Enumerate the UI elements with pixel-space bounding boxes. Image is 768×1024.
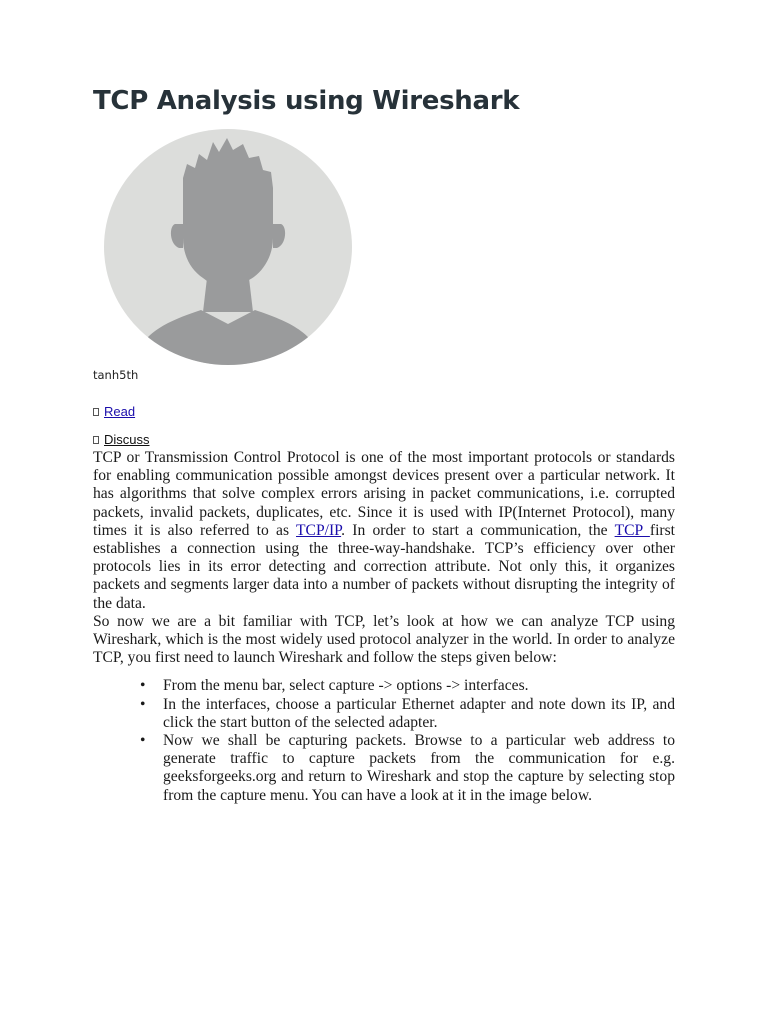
list-item: • From the menu bar, select capture -> options -> interfaces. [163, 677, 675, 695]
article-title: TCP Analysis using Wireshark [93, 86, 520, 116]
list-item: • Now we shall be capturing packets. Browse to a particular web address to generate traffic to capture packets from the communication for e.g. geeksforgeeks.org and return to Wireshark and stop the capture by selecting stop from the capture menu. You can have a look at it in the image below. [163, 732, 675, 805]
author-avatar [103, 128, 353, 366]
intro-text-3: first establishes a connection using the three-way-handshake. TCP’s efficiency over other protocols lies in its error detecting and correction attribute. Not only this, it organizes packets and segments larger data into a number of packets without disrupting the integrity of the data. [93, 521, 676, 612]
read-link[interactable]: Read [104, 404, 136, 419]
discuss-icon [93, 436, 99, 444]
intro-text-1: TCP or Transmission Control Protocol is one of the most important protocols or standards for enabling communication possible amongst devices present over a particular network. It has algorithms that solve complex errors arising in packet communications, i.e. corrupted packets, invalid packets, duplicates, etc. Since it is used with IP(Internet Protocol), many times it is also referred to as [93, 449, 675, 539]
article-body [93, 449, 675, 805]
intro-paragraph [93, 449, 675, 613]
discuss-action[interactable] [93, 432, 150, 447]
analysis-paragraph: So now we are a bit familiar with TCP, let’s look at how we can analyze TCP using Wireshark, which is the most widely used protocol analyzer in the world. In order to analyze TCP, you first need to launch Wireshark and follow the steps given below: [93, 612, 675, 667]
tcp-link[interactable]: TCP [614, 521, 650, 539]
read-icon [93, 408, 99, 416]
author-name: tanh5th [93, 368, 139, 382]
steps-list [93, 677, 675, 804]
tcp-ip-link[interactable]: TCP/IP [296, 521, 342, 539]
intro-text-2: . In order to start a communication, the [341, 521, 615, 539]
list-item: • In the interfaces, choose a particular Ethernet adapter and note down its IP, and click the start button of the selected adapter. [163, 696, 675, 732]
read-action[interactable] [93, 404, 135, 419]
discuss-link[interactable]: Discuss [104, 432, 150, 447]
